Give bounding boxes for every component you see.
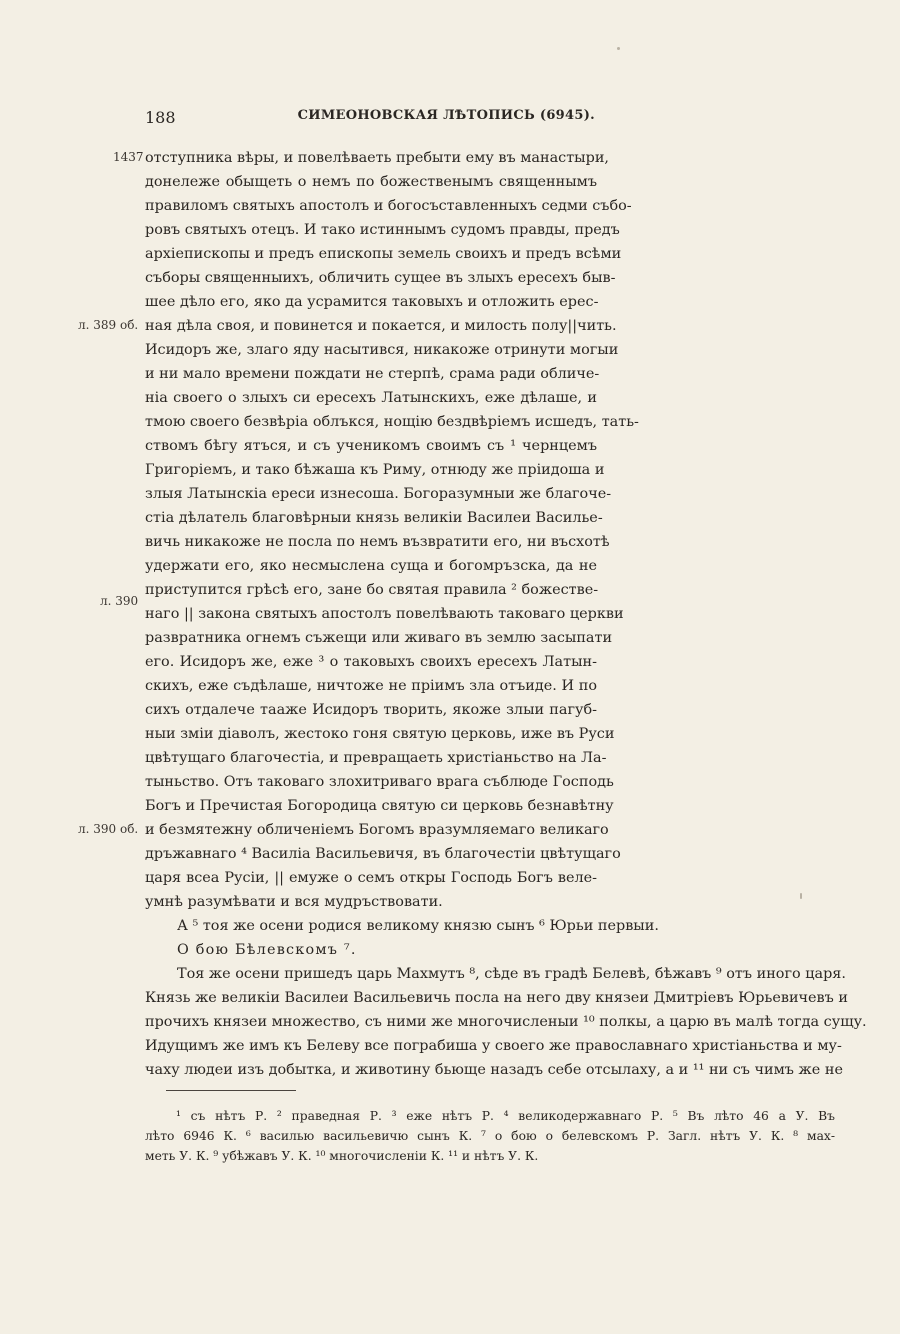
text-line: дръжавнаго ⁴ Василіа Васильевичя, въ благочестіи цвѣтущаго xyxy=(145,846,621,862)
text-line: Исидоръ же, злаго яду насытився, никакоже отринути могыи xyxy=(145,342,619,358)
text-line: ніа своего о злыхъ си ересехъ Латынскихъ, еже дѣлаше, и xyxy=(145,390,597,406)
text-line: ная дѣла своя, и повинется и покается, и милость полу||чить. xyxy=(145,318,617,334)
margin-year: 1437 xyxy=(113,150,144,164)
text-line: умнѣ разумѣвати и вся мудръствовати. xyxy=(145,894,443,910)
text-line: тыньство. Отъ таковаго злохитриваго врага съблюде Господь xyxy=(145,774,614,790)
text-line: его. Исидоръ же, еже ³ о таковыхъ своихъ ересехъ Латын- xyxy=(145,654,597,670)
paper-speck xyxy=(617,47,620,50)
text-line: удержати его, яко несмыслена суща и богомръзска, да не xyxy=(145,558,597,574)
text-line: тмою своего безвѣріа облъкся, нощію бездвѣріемъ исшедъ, тать- xyxy=(145,414,639,430)
margin-folio-389ob: л. 389 об. xyxy=(78,318,139,332)
footnote-line: ¹ съ нѣтъ Р. ² праведная Р. ³ еже нѣтъ Р. ⁴ великодержавнаго Р. ⁵ Въ лѣто 46 а У. Въ xyxy=(176,1109,835,1123)
text-line: съборы священныихъ, обличить сущее въ злыхъ ересехъ быв- xyxy=(145,270,616,286)
text-line: стіа дѣлатель благовѣрныи князь великіи Василеи Василье- xyxy=(145,510,603,526)
running-title: СИМЕОНОВСКАЯ ЛѢТОПИСЬ (6945). xyxy=(297,108,595,123)
text-line: приступится грѣсѣ его, зане бо святая правила ² божестве- xyxy=(145,582,599,598)
text-line: Григоріемъ, и тако бѣжаша къ Риму, отнюду же пріидоша и xyxy=(145,462,605,478)
text-line: скихъ, еже съдѣлаше, ничтоже не пріимъ зла отъиде. И по xyxy=(145,678,597,694)
section-heading: О бою Бѣлевскомъ ⁷. xyxy=(177,942,357,958)
text-line: и ни мало времени пождати не стерпѣ, срама ради обличе- xyxy=(145,366,600,382)
text-line: А ⁵ тоя же осени родися великому князю сынъ ⁶ Юрьи первыи. xyxy=(177,918,659,934)
text-line: архіепископы и предъ епископы земель своихъ и предъ всѣми xyxy=(145,246,622,262)
text-line: сихъ отдалече тааже Исидоръ творить, якоже злыи пагуб- xyxy=(145,702,597,718)
text-line: и безмятежну обличеніемъ Богомъ вразумляемаго великаго xyxy=(145,822,609,838)
text-line: цвѣтущаго благочестіа, и превращаеть христіаньство на Ла- xyxy=(145,750,607,766)
paper-speck xyxy=(800,893,802,899)
text-line: донележе обыщеть о немъ по божественымъ священнымъ xyxy=(145,174,597,190)
text-line: Идущимъ же имъ къ Белеву все пограбиша у своего же православнаго христіаньства и му- xyxy=(145,1038,842,1054)
text-line: наго || закона святыхъ апостолъ повелѣвають таковаго церкви xyxy=(145,606,624,622)
text-line: вичь никакоже не посла по немъ възвратити его, ни въсхотѣ xyxy=(145,534,610,550)
text-line: правиломъ святыхъ апостолъ и богосъставленныхъ седми събо- xyxy=(145,198,632,214)
text-line: злыя Латынскіа ереси изнесоша. Богоразумныи же благоче- xyxy=(145,486,612,502)
text-line: шее дѣло его, яко да усрамится таковыхъ и отложить ерес- xyxy=(145,294,599,310)
text-line: Богъ и Пречистая Богородица святую си церковь безнавѣтну xyxy=(145,798,614,814)
footnote-rule xyxy=(166,1090,296,1091)
text-line: развратника огнемъ съжещи или живаго въ землю засыпати xyxy=(145,630,613,646)
footnote-line: меть У. К. ⁹ убѣжавъ У. К. ¹⁰ многочисленіи К. ¹¹ и нѣтъ У. К. xyxy=(145,1149,539,1163)
text-line: ныи зміи діаволъ, жестоко гоня святую церковь, иже въ Руси xyxy=(145,726,615,742)
margin-folio-390: л. 390 xyxy=(100,594,139,608)
text-line: чаху людеи изъ добытка, и животину бьюще назадъ себе отсылаху, а и ¹¹ ни съ чимъ же не xyxy=(145,1062,843,1078)
text-line: ствомъ бѣгу ятъся, и съ ученикомъ своимъ съ ¹ чернцемъ xyxy=(145,438,597,454)
page-header xyxy=(145,108,595,132)
text-line: прочихъ князеи множество, съ ними же многочисленыи ¹⁰ полкы, а царю въ малѣ тогда сущу. xyxy=(145,1014,867,1030)
footnote-line: лѣто 6946 К. ⁶ василью васильевичю сынъ К. ⁷ о бою о белевскомъ Р. Загл. нѣтъ У. К. ⁸ мах- xyxy=(145,1129,835,1143)
text-line: царя всеа Русіи, || емуже о семъ откры Господь Богъ веле- xyxy=(145,870,597,886)
page-number: 188 xyxy=(145,108,176,127)
text-line: ровъ святыхъ отецъ. И тако истиннымъ судомъ правды, предъ xyxy=(145,222,620,238)
margin-folio-390ob: л. 390 об. xyxy=(78,822,139,836)
text-line: Тоя же осени пришедъ царь Махмутъ ⁸, сѣде въ градѣ Белевѣ, бѣжавъ ⁹ отъ иного царя. xyxy=(177,966,846,982)
text-line: отступника вѣры, и повелѣваеть пребыти ему въ манастыри, xyxy=(145,150,609,166)
text-line: Князь же великіи Василеи Васильевичь посла на него дву князеи Дмитріевъ Юрьевичевъ и xyxy=(145,990,848,1006)
